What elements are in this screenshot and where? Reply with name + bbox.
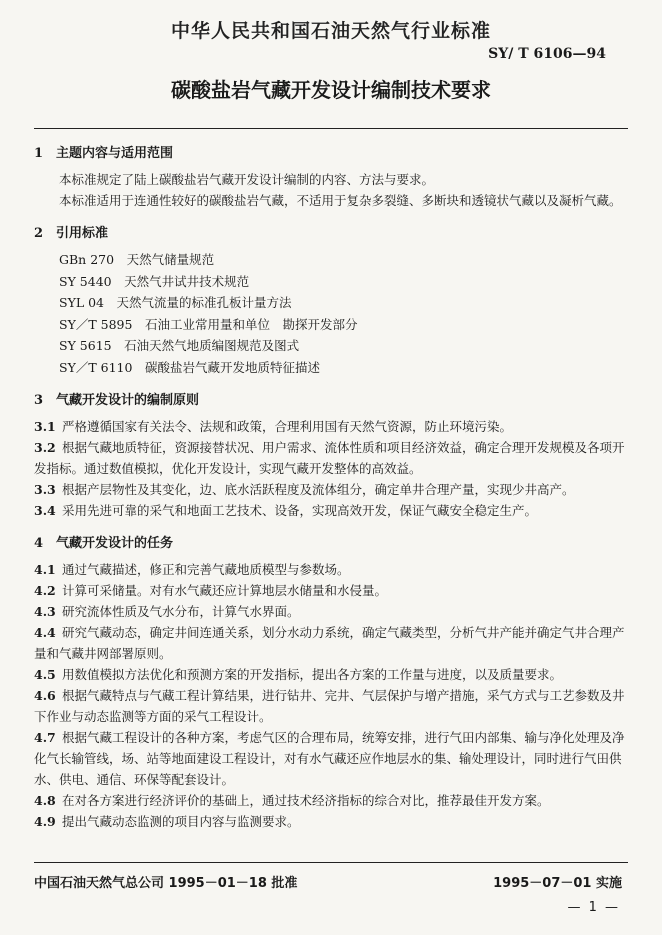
paragraph: 本标准适用于连通性较好的碳酸盐岩气藏，不适用于复杂多裂缝、多断块和透镜状气藏以及凝析气藏。: [59, 193, 622, 208]
list-item: SY 5615 石油天然气地质编图规范及图式: [59, 338, 300, 353]
clause: 4.2 计算可采储量。对有水气藏还应计算地层水储量和水侵量。: [34, 583, 388, 598]
clause: 4.6 根据气藏特点与气藏工程计算结果，进行钻井、完井、气层保护与增产措施，采气方式与工艺参数及井下作业与动态监测等方面的采气工程设计。: [34, 688, 625, 724]
page-number: — 1 —: [567, 900, 620, 915]
clause: 4.8 在对各方案进行经济评价的基础上，通过技术经济指标的综合对比，推荐最佳开发方案。: [34, 793, 550, 808]
clause: 4.1 通过气藏描述，修正和完善气藏地质模型与参数场。: [34, 562, 350, 577]
section-heading: 2 引用标准: [34, 226, 109, 241]
list-item: SY 5440 天然气井试井技术规范: [59, 273, 250, 289]
document-body: [34, 142, 628, 832]
issuing-body-header: 中华人民共和国石油天然气行业标准: [170, 20, 491, 42]
paragraph: 本标准规定了陆上碳酸盐岩气藏开发设计编制的内容、方法与要求。: [59, 172, 435, 187]
reference-list: [59, 249, 628, 378]
section-heading: 3 气藏开发设计的编制原则: [34, 393, 200, 408]
standard-code: SY/ T 6106—94: [488, 46, 606, 62]
clause: 4.7 根据气藏工程设计的各种方案，考虑气区的合理布局，统筹安排，进行气田内部集、输与净化处理及净化气长输管线，场、站等地面建设工程设计，对有水气藏还应作地层水的集、输处理设计，同时进行气田供水、供电、通信、环保等配套设计。: [34, 730, 625, 787]
list-item: SY／T 6110 碳酸盐岩气藏开发地质特征描述: [59, 359, 320, 375]
effective-date: 1995－07－01 实施: [493, 876, 622, 891]
footer-divider: [34, 862, 628, 863]
list-item: SYL 04 天然气流量的标准孔板计量方法: [59, 295, 292, 310]
header-divider: [34, 128, 628, 129]
clause: 4.4 研究气藏动态，确定井间连通关系，划分水动力系统，确定气藏类型，分析气井产能并确定气井合理产量和气藏井网部署原则。: [34, 625, 625, 661]
clause: 4.3 研究流体性质及气水分布，计算气水界面。: [34, 604, 300, 619]
clause: 3.1 严格遵循国家有关法令、法规和政策，合理利用国有天然气资源，防止环境污染。: [34, 419, 513, 434]
clause: 3.4 采用先进可靠的采气和地面工艺技术、设备，实现高效开发，保证气藏安全稳定生产。: [34, 503, 538, 518]
list-item: SY／T 5895 石油工业常用量和单位 勘探开发部分: [59, 316, 358, 332]
document-title: 碳酸盐岩气藏开发设计编制技术要求: [171, 78, 491, 102]
section-heading: 1 主题内容与适用范围: [34, 146, 174, 161]
clause: 3.3 根据产层物性及其变化，边、底水活跃程度及流体组分，确定单井合理产量，实现少井高产。: [34, 482, 575, 497]
approval-line: 中国石油天然气总公司 1995－01－18 批准: [34, 876, 298, 891]
clause: 3.2 根据气藏地质特征，资源接替状况、用户需求、流体性质和项目经济效益，确定合理开发规模及各项开发指标。通过数值模拟，优化开发设计，实现气藏开发整体的高效益。: [34, 440, 625, 476]
section-heading: 4 气藏开发设计的任务: [34, 536, 174, 551]
clause: 4.5 用数值模拟方法优化和预测方案的开发指标，提出各方案的工作量与进度，以及质量要求。: [34, 667, 563, 682]
clause: 4.9 提出气藏动态监测的项目内容与监测要求。: [34, 814, 300, 829]
list-item: GBn 270 天然气储量规范: [59, 252, 215, 267]
